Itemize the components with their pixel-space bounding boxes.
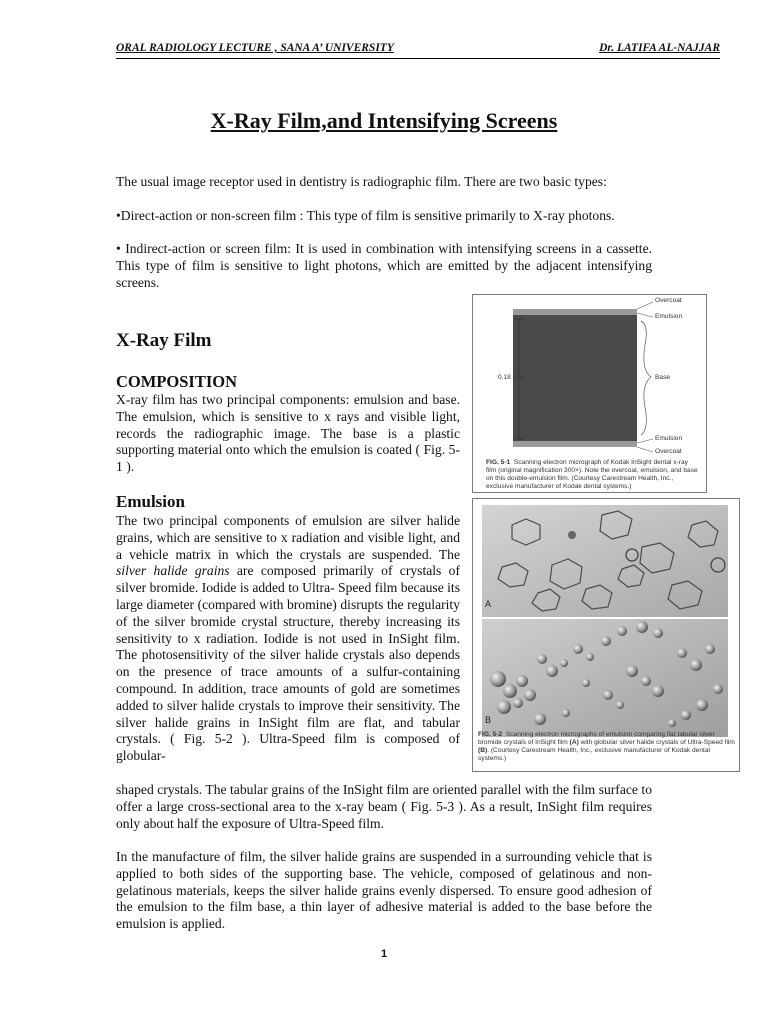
label-emulsion-top: Emulsion	[655, 313, 683, 320]
composition-paragraph: X-ray film has two principal components: emulsion and base. The emulsion, which is sensitive to x rays and visible light, records the radiographic image. The base is a plastic supporting material onto which the emulsion is coated ( Fig. 5-1 ).	[116, 392, 460, 475]
panel-b-label: B	[485, 715, 492, 725]
film-base-layer	[513, 315, 637, 441]
figure-5-2-caption: FIG. 5-2 Scanning electron micrographs of emulsion comparing flat tabular silver bromide crystals of InSight film (A) with globular silver halide crystals of Ultra-Speed film (B). (Courtesy Carestream Health, Inc., exclusive manufacturer of Kodak dental systems.)	[478, 731, 735, 762]
emulsion-top-layer	[513, 309, 637, 315]
running-header	[116, 42, 720, 59]
term-silver-halide-grains: silver halide grains	[116, 563, 230, 579]
intro-paragraph: The usual image receptor used in dentistry is radiographic film. There are two basic types:	[116, 174, 607, 189]
figure-5-1	[472, 294, 707, 493]
micrograph-panel-b	[482, 619, 728, 737]
heading-composition: COMPOSITION	[116, 372, 238, 391]
header-course: ORAL RADIOLOGY LECTURE , SANA A’ UNIVERSITY	[116, 42, 394, 54]
intro-indirect-action: • Indirect-action or screen film: It is used in combination with intensifying screens in a cassette. This type of film is sensitive to light photons, which are emitted by the adjacent intensifying screens.	[116, 241, 652, 290]
vehicle-paragraph: In the manufacture of film, the silver halide grains are suspended in a surrounding vehicle that is applied to both sides of the supporting base. The vehicle, composed of gelatinous and non-gelatinous materials, keeps the silver halide grains evenly dispersed. To ensure good adhesion of the emulsion to the film base, a thin layer of adhesive material is added to the base before the emulsion is applied.	[116, 849, 652, 932]
label-base: Base	[655, 374, 671, 381]
label-overcoat-bottom: Overcoat	[655, 448, 682, 455]
emulsion-bottom-layer	[513, 441, 637, 447]
figure-5-2	[472, 498, 740, 772]
emulsion-paragraph-continued: shaped crystals. The tabular grains of the InSight film are oriented parallel with the film surface to offer a large cross-sectional area to the x-ray beam ( Fig. 5-3 ). As a result, InSight film requires only about half the exposure of Ultra-Speed film.	[116, 782, 652, 831]
micrograph-panel-a	[482, 505, 728, 617]
page-number: 1	[380, 948, 388, 960]
panel-a-label: A	[485, 599, 492, 609]
label-overcoat-top: Overcoat	[655, 297, 682, 304]
intro-direct-action: •Direct-action or non-screen film : This type of film is sensitive primarily to X-ray photons.	[116, 208, 615, 223]
heading-emulsion: Emulsion	[116, 492, 185, 511]
label-thickness: 0.18 mm	[498, 374, 524, 381]
heading-xray-film: X-Ray Film	[116, 330, 212, 351]
figure-5-1-caption: FIG. 5-1 Scanning electron micrograph of Kodak InSight dental x-ray film (original magnification 300×). Note the overcoat, emulsion, and base on this double-emulsion film. (Courtesy Carestream Health, Inc., exclusive manufacturer of Kodak dental systems.)	[486, 459, 698, 490]
emulsion-paragraph: The two principal components of emulsion are silver halide grains, which are sensitive to x radiation and visible light, and a vehicle matrix in which the crystals are suspended. The silver halide grains are composed primarily of crystals of silver bromide. Iodide is added to Ultra- Speed film because its large diameter (compared with bromine) disrupts the regularity of the silver bromide crystal structure, thereby increasing its sensitivity to x radiation. Iodide is not used in InSight film. The photosensitivity of the silver halide crystals also depends on the presence of trace amounts of a sulfur-containing compound. In addition, trace amounts of gold are sometimes added to silver halide crystals to improve their sensitivity. The silver halide grains in InSight film are flat, and tabular crystals. ( Fig. 5-2 ). Ultra-Speed film is composed of globular-	[116, 513, 460, 764]
header-author: Dr. LATIFA AL-NAJJAR	[599, 42, 720, 54]
label-emulsion-bottom: Emulsion	[655, 435, 683, 442]
page-title: X-Ray Film,and Intensifying Screens	[210, 108, 558, 133]
base-brace	[641, 321, 651, 435]
